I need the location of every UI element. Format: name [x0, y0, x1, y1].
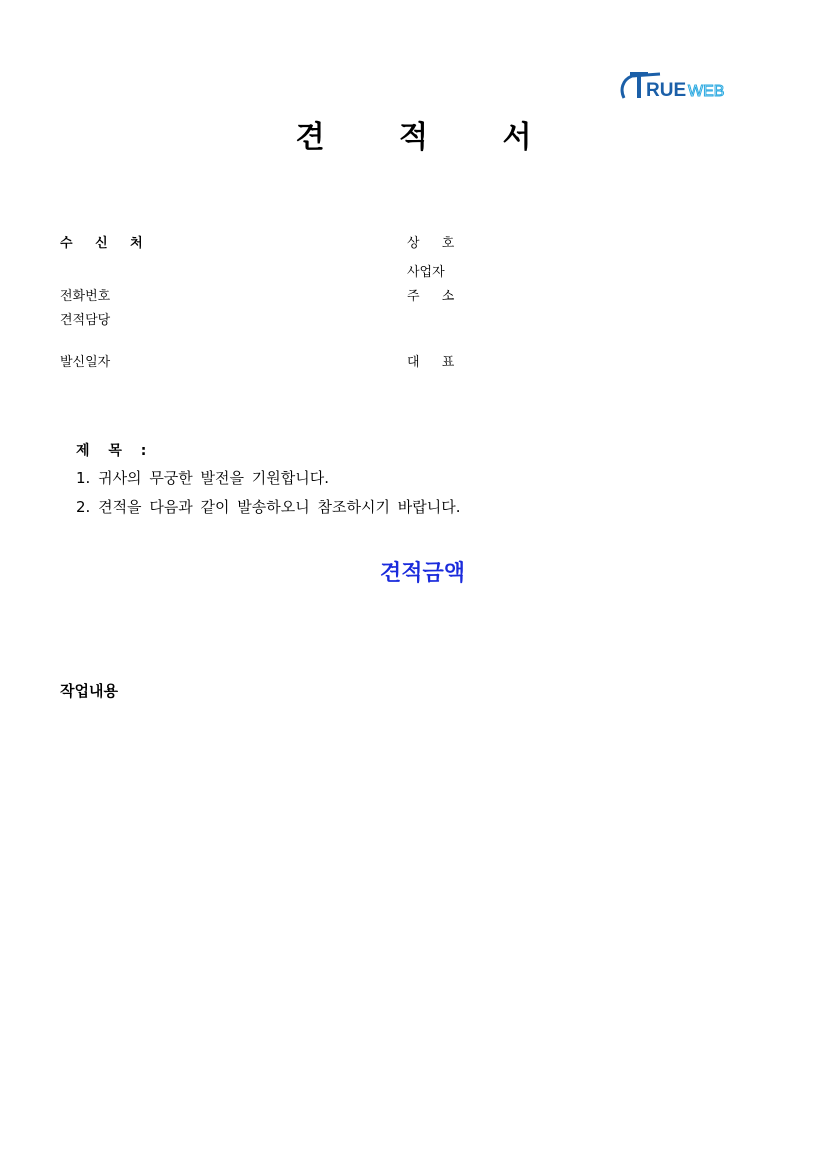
subject-item-1: 1. 귀사의 무궁한 발전을 기원합니다. — [76, 469, 330, 487]
ceo-label: 대 표 — [407, 355, 464, 370]
logo-text-true: RUE — [646, 80, 687, 101]
subject-label: 제 목 : — [76, 443, 147, 459]
address-label: 주 소 — [407, 289, 464, 304]
trueweb-logo — [620, 70, 732, 102]
recipient-label: 수 신 처 — [60, 236, 152, 251]
title-char: 견 — [295, 120, 325, 155]
document-title — [0, 112, 827, 156]
phone-label: 전화번호 — [60, 289, 111, 304]
title-char: 서 — [502, 120, 532, 155]
logo-text-web: WEB — [688, 83, 725, 100]
title-char: 적 — [399, 120, 428, 155]
business-number-label: 사업자 — [407, 265, 445, 280]
subject-item-2: 2. 견적을 다음과 같이 발송하오니 참조하시기 바랍니다. — [76, 498, 461, 516]
date-label: 발신일자 — [60, 355, 111, 370]
quote-amount-heading: 견적금액 — [380, 560, 466, 585]
work-content-heading: 작업내용 — [60, 682, 118, 700]
company-label: 상 호 — [407, 236, 464, 251]
contact-label: 견적담당 — [60, 313, 111, 328]
